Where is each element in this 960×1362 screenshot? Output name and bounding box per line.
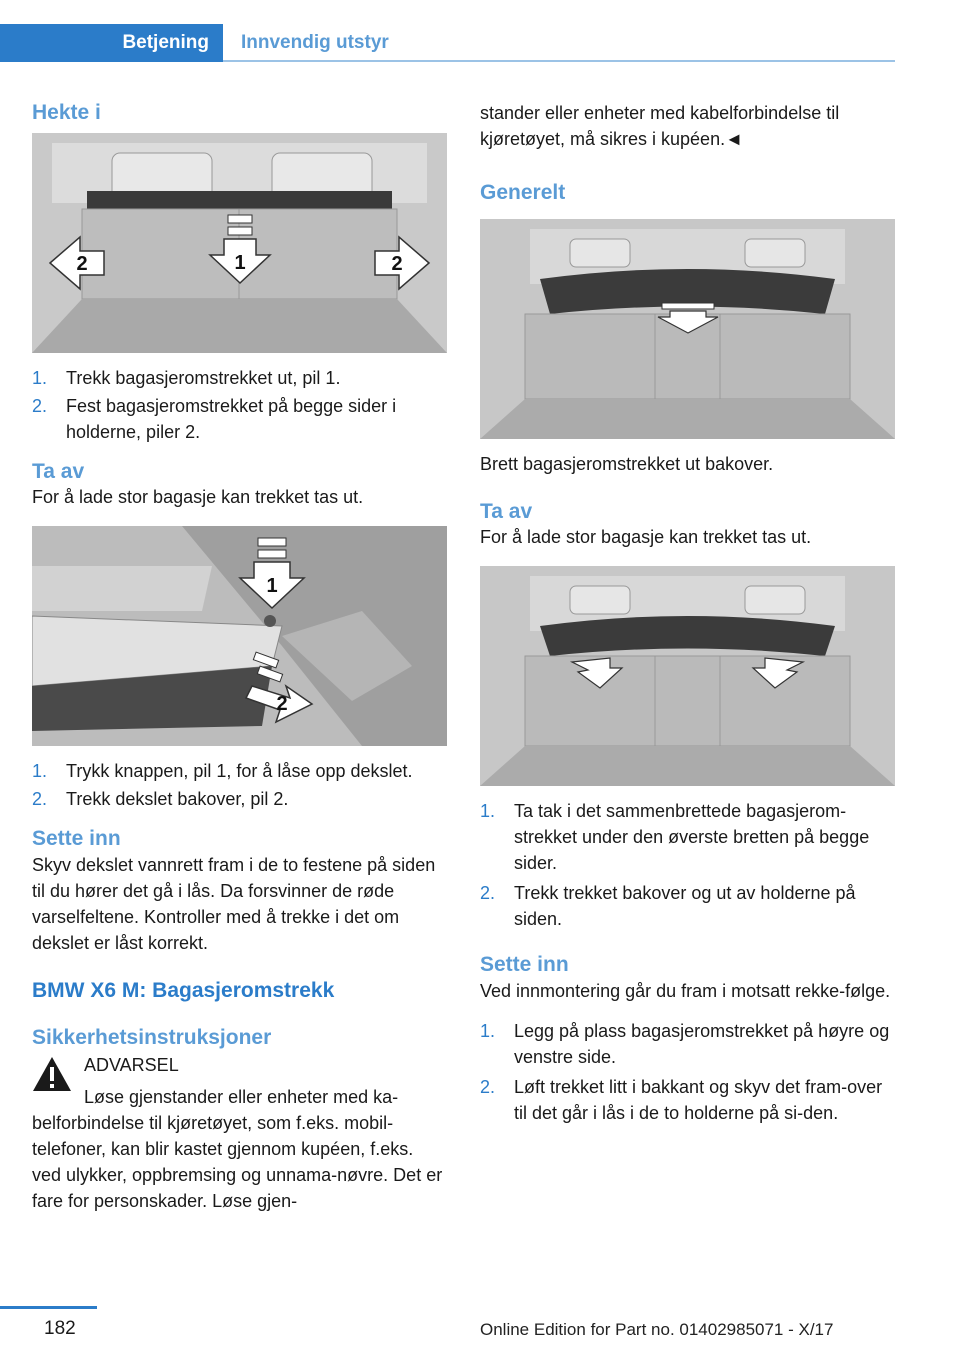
ta-av-steps xyxy=(32,758,447,812)
warning-text xyxy=(32,1084,447,1214)
sette-inn-text: Skyv dekslet vannrett fram i de to festene på siden til du hører det gå i lås. Da forsvinner de røde varselfeltene. Kontroller med å trekke i det om dekslet er låst korrekt. xyxy=(32,854,436,953)
list-item xyxy=(32,365,447,391)
footer-edition: Online Edition for Part no. 01402985071 - X/17 xyxy=(480,1320,834,1339)
fig1-label-center: 1 xyxy=(234,252,246,275)
list-item xyxy=(32,758,447,784)
list-item xyxy=(32,786,447,812)
heading-sette-inn: Sette inn xyxy=(32,827,121,851)
step-text: Trekk bagasjeromstrekket ut, pil 1. xyxy=(66,368,341,389)
heading-sette-inn-right: Sette inn xyxy=(480,953,569,977)
step-number: 2. xyxy=(480,883,496,904)
step-text: Løft trekket litt i bakkant og skyv det fram-over til det går i lås i de to holderne på si-den. xyxy=(514,1076,883,1123)
ta-av-text: For å lade stor bagasje kan trekket tas ut. xyxy=(32,487,364,508)
figure-x6-cover-fold-out xyxy=(480,219,895,439)
left-column xyxy=(32,100,447,1214)
fig2-label-top: 1 xyxy=(266,575,278,598)
warning-triangle-icon xyxy=(32,1056,72,1092)
step-text: Legg på plass bagasjeromstrekket på høyre og venstre side. xyxy=(514,1020,890,1067)
heading-generelt: Generelt xyxy=(480,181,566,204)
warning-text-continued: stander eller enheter med kabelforbindelse til kjøretøyet, må sikres i kupéen.◄ xyxy=(480,103,840,149)
fig1-label-left: 2 xyxy=(76,253,88,276)
header-rule xyxy=(223,60,895,62)
sette-inn-text-right: Ved innmontering går du fram i motsatt rekke-følge. xyxy=(480,980,891,1001)
list-item xyxy=(480,798,895,876)
sette-inn-steps-right xyxy=(480,1018,895,1126)
ta-av-steps-right xyxy=(480,798,895,932)
figure-cargo-cover-attach xyxy=(32,133,447,353)
figure-x6-cover-remove xyxy=(480,566,895,786)
header-tabs xyxy=(0,24,895,62)
warning-text-content: Løse gjenstander eller enheter med ka-belforbindelse til kjøretøyet, som f.eks. mobil-telefoner, kan blir kastet gjennom kupéen, f.eks. ved ulykker, oppbremsing og unnama-nøvre. Det er fare for personskader. Løse gjen- xyxy=(32,1086,443,1211)
tab-betjening[interactable]: Betjening xyxy=(0,24,223,62)
heading-hekte-i: Hekte i xyxy=(32,101,101,124)
page-number: 182 xyxy=(44,1318,76,1339)
footer-rule xyxy=(0,1306,97,1309)
step-text: Ta tak i det sammenbrettede bagasjerom-strekket under den øverste bretten på begge sider. xyxy=(514,801,870,874)
heading-ta-av: Ta av xyxy=(32,460,85,484)
heading-x6-bagasjeromstrekk: BMW X6 M: Bagasjeromstrekk xyxy=(32,978,335,1002)
hekte-steps xyxy=(32,365,447,445)
heading-ta-av-right: Ta av xyxy=(480,500,533,524)
step-number: 1. xyxy=(32,761,48,782)
list-item xyxy=(480,880,895,932)
step-number: 1. xyxy=(32,368,48,389)
tab-innvendig-utstyr[interactable]: Innvendig utstyr xyxy=(241,32,389,53)
step-text: Trykk knappen, pil 1, for å låse opp dekslet. xyxy=(66,761,413,782)
warning-title: ADVARSEL xyxy=(84,1054,179,1075)
step-text: Fest bagasjeromstrekket på begge sider i holderne, piler 2. xyxy=(66,396,397,443)
step-number: 1. xyxy=(480,801,496,822)
fig1-label-right: 2 xyxy=(391,253,403,276)
list-item xyxy=(480,1074,895,1126)
step-number: 1. xyxy=(480,1020,496,1041)
list-item xyxy=(32,393,447,445)
heading-sikkerhetsinstruksjoner: Sikkerhetsinstruksjoner xyxy=(32,1025,272,1049)
ta-av-text-right: For å lade stor bagasje kan trekket tas ut. xyxy=(480,527,812,548)
list-item xyxy=(480,1018,895,1070)
fig2-label-bottom: 2 xyxy=(276,693,288,716)
right-column xyxy=(480,100,895,1126)
step-text: Trekk dekslet bakover, pil 2. xyxy=(66,789,289,810)
warning-block xyxy=(32,1052,447,1078)
step-number: 2. xyxy=(480,1076,496,1097)
step-number: 2. xyxy=(32,789,48,810)
step-text: Trekk trekket bakover og ut av holderne på siden. xyxy=(514,883,856,930)
generelt-text: Brett bagasjeromstrekket ut bakover. xyxy=(480,454,774,475)
step-number: 2. xyxy=(32,396,48,417)
figure-cargo-cover-release xyxy=(32,526,447,746)
